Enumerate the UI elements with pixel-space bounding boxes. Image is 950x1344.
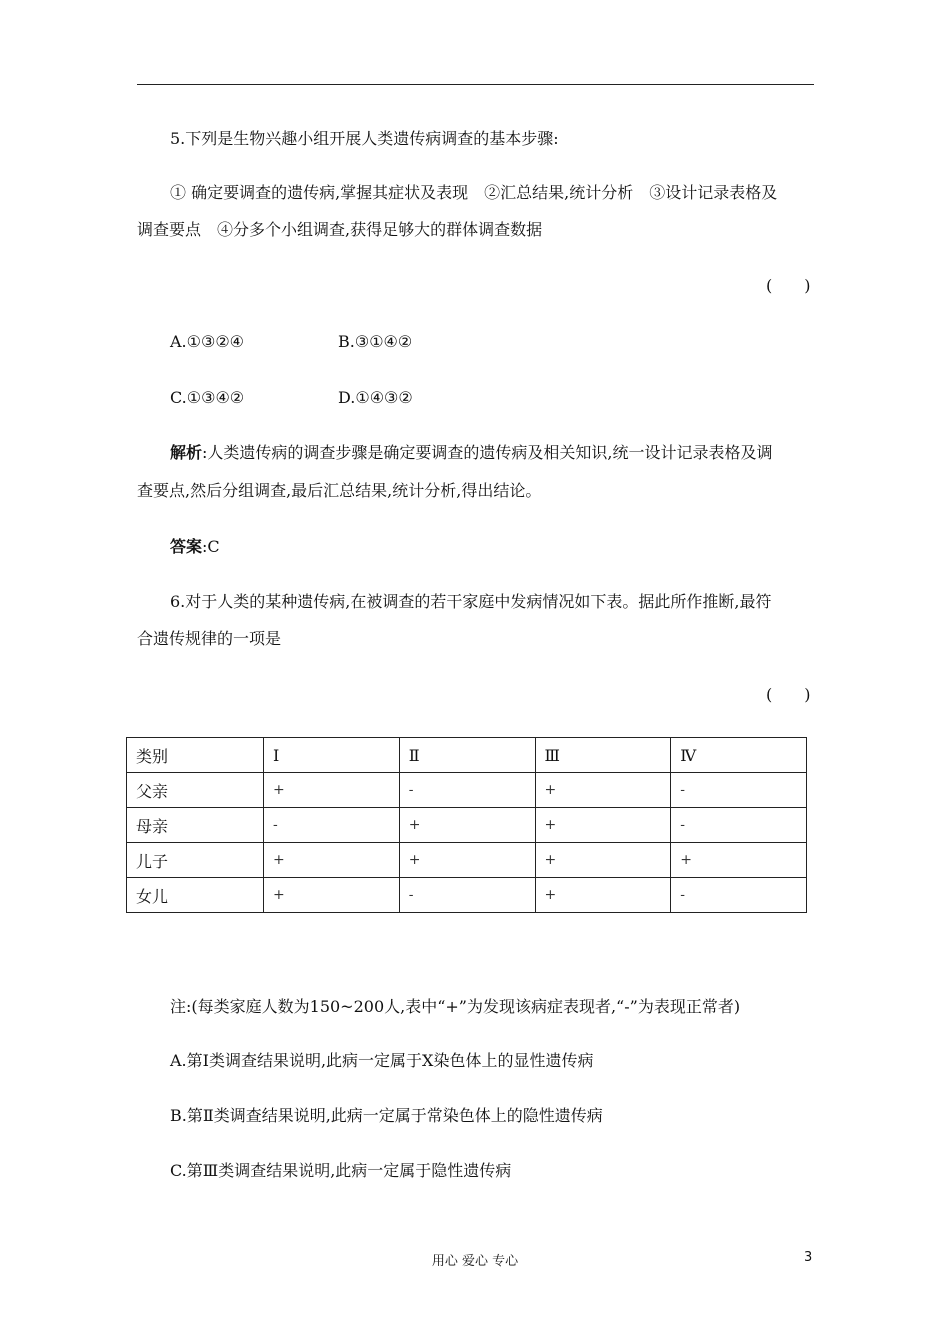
table-row xyxy=(127,808,807,843)
question-5-option-a: A.①③②④ xyxy=(170,332,245,351)
table-header-row xyxy=(127,738,807,773)
table-header-cell: Ⅰ xyxy=(264,738,400,773)
table-row xyxy=(127,878,807,913)
question-6-option-b: B.第Ⅱ类调查结果说明,此病一定属于常染色体上的隐性遗传病 xyxy=(170,1106,603,1125)
table-header-cell: 类别 xyxy=(127,738,264,773)
page-footer-text: 用心 爱心 专心 xyxy=(431,1254,519,1269)
table-cell: + xyxy=(264,878,400,913)
table-cell: + xyxy=(264,773,400,808)
table-cell: + xyxy=(535,878,671,913)
table-cell: - xyxy=(671,808,807,843)
table-row-label: 儿子 xyxy=(127,843,264,878)
family-survey-table xyxy=(126,737,807,913)
table-header-cell: Ⅲ xyxy=(535,738,671,773)
table-cell: + xyxy=(535,808,671,843)
table-cell: + xyxy=(535,773,671,808)
table-header-cell: Ⅱ xyxy=(399,738,535,773)
question-6-stem-line-1: 6.对于人类的某种遗传病,在被调查的若干家庭中发病情况如下表。据此所作推断,最符 xyxy=(170,592,772,611)
question-5-answer-blank: ( ) xyxy=(766,276,811,295)
table-cell: + xyxy=(399,808,535,843)
question-6-option-c: C.第Ⅲ类调查结果说明,此病一定属于隐性遗传病 xyxy=(170,1161,512,1180)
table-row-label: 母亲 xyxy=(127,808,264,843)
table-cell: + xyxy=(671,843,807,878)
page-number: 3 xyxy=(804,1250,813,1265)
question-6-stem-line-2: 合遗传规律的一项是 xyxy=(137,629,282,648)
table-cell: + xyxy=(535,843,671,878)
table-row-label: 女儿 xyxy=(127,878,264,913)
question-5-answer xyxy=(170,537,220,557)
question-5-option-c: C.①③④② xyxy=(170,388,245,407)
table-cell: - xyxy=(671,878,807,913)
question-6-answer-blank: ( ) xyxy=(766,685,811,704)
table-cell: + xyxy=(264,843,400,878)
question-5-option-d: D.①④③② xyxy=(338,388,413,407)
table-cell: + xyxy=(399,843,535,878)
answer-label: 答案 xyxy=(170,537,203,556)
question-6-option-a: A.第Ⅰ类调查结果说明,此病一定属于X染色体上的显性遗传病 xyxy=(170,1051,594,1070)
question-5-analysis-line-2: 查要点,然后分组调查,最后汇总结果,统计分析,得出结论。 xyxy=(137,481,542,500)
table-cell: - xyxy=(399,878,535,913)
table-row xyxy=(127,773,807,808)
question-5-steps-line-1: ① 确定要调查的遗传病,掌握其症状及表现 ②汇总结果,统计分析 ③设计记录表格及 xyxy=(170,183,778,202)
header-rule xyxy=(137,84,814,85)
answer-value: :C xyxy=(202,537,220,556)
question-6-note: 注:(每类家庭人数为150~200人,表中“+”为发现该病症表现者,“-”为表现正常者) xyxy=(170,997,741,1016)
analysis-text-1: :人类遗传病的调查步骤是确定要调查的遗传病及相关知识,统一设计记录表格及调 xyxy=(202,443,773,462)
table-cell: - xyxy=(264,808,400,843)
table-header-cell: Ⅳ xyxy=(671,738,807,773)
table-row xyxy=(127,843,807,878)
table-row-label: 父亲 xyxy=(127,773,264,808)
question-5-option-b: B.③①④② xyxy=(338,332,413,351)
analysis-label: 解析 xyxy=(170,443,203,462)
question-5-stem: 5.下列是生物兴趣小组开展人类遗传病调查的基本步骤: xyxy=(170,129,559,148)
question-5-analysis-line-1 xyxy=(170,443,773,463)
question-5-steps-line-2: 调查要点 ④分多个小组调查,获得足够大的群体调查数据 xyxy=(137,220,543,239)
table-cell: - xyxy=(399,773,535,808)
table-cell: - xyxy=(671,773,807,808)
